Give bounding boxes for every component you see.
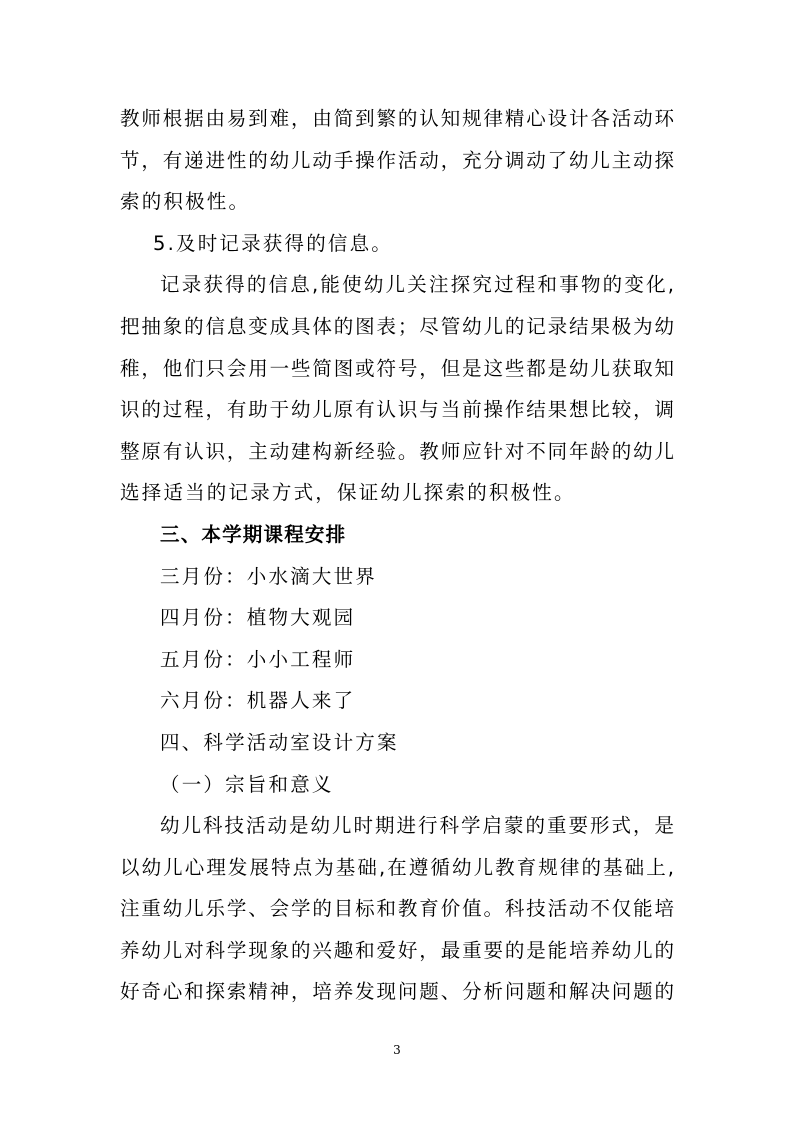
paragraph-line: 以幼儿心理发展特点为基础,在遵循幼儿教育规律的基础上, [120,855,674,879]
schedule-item: 六月份：机器人来了 [160,689,356,713]
schedule-item: 五月份：小小工程师 [160,647,356,671]
paragraph-line: 整原有认识，主动建构新经验。教师应针对不同年龄的幼儿 [120,439,674,463]
document-body [120,98,674,1013]
paragraph-line: 好奇心和探索精神，培养发现问题、分析问题和解决问题的 [120,980,674,1004]
section-item-heading: 5.及时记录获得的信息。 [153,231,394,255]
paragraph-line: 稚，他们只会用一些简图或符号，但是这些都是幼儿获取知 [120,356,674,380]
paragraph-line: 幼儿科技活动是幼儿时期进行科学启蒙的重要形式，是 [160,814,674,838]
paragraph-line: 把抽象的信息变成具体的图表；尽管幼儿的记录结果极为幼 [120,314,674,338]
paragraph-line: 记录获得的信息,能使幼儿关注探究过程和事物的变化, [160,273,674,297]
paragraph-line: 节，有递进性的幼儿动手操作活动，充分调动了幼儿主动探 [120,148,674,172]
paragraph-line: 索的积极性。 [120,190,251,214]
paragraph-line: 选择适当的记录方式，保证幼儿探索的积极性。 [120,481,576,505]
paragraph-line: 识的过程，有助于幼儿原有认识与当前操作结果想比较，调 [120,398,674,422]
section-heading: 三、本学期课程安排 [160,522,347,546]
paragraph-line: 注重幼儿乐学、会学的目标和教育价值。科技活动不仅能培 [120,897,674,921]
schedule-item: 三月份：小水滴大世界 [160,564,378,588]
paragraph-line: 教师根据由易到难，由简到繁的认知规律精心设计各活动环 [120,107,674,130]
schedule-item: 四月份：植物大观园 [160,606,356,630]
subsection-heading: （一）宗旨和意义 [160,772,334,796]
page-number: 3 [393,1043,401,1057]
paragraph-line: 养幼儿对科学现象的兴趣和爱好，最重要的是能培养幼儿的 [120,938,674,962]
section-heading: 四、科学活动室设计方案 [160,730,399,754]
